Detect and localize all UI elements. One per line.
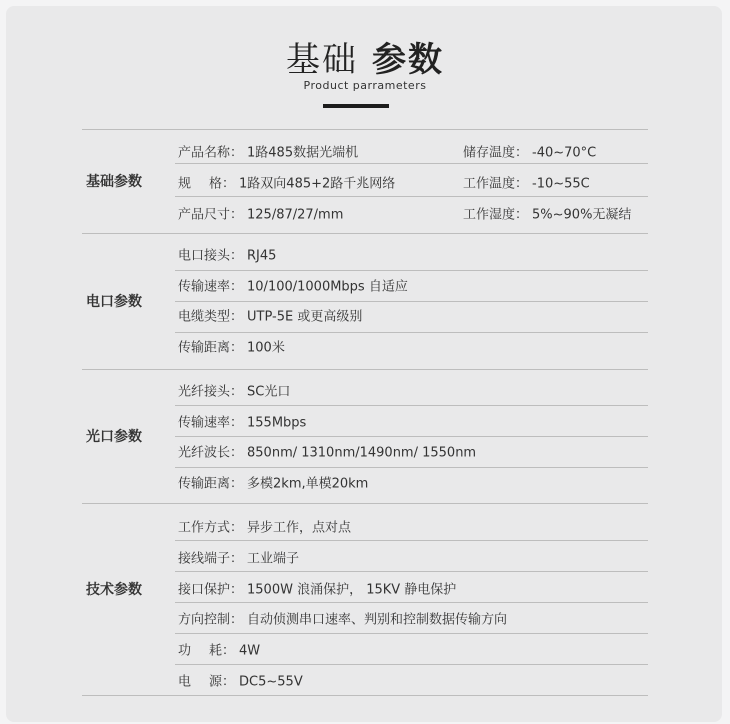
spec-key: 传输距离： xyxy=(178,340,244,356)
spec-key: 传输速率： xyxy=(178,415,244,431)
spec-value: 自动侦测串口速率、判别和控制数据传输方向 xyxy=(247,612,508,628)
section-divider xyxy=(82,369,648,370)
spec-key: 工作湿度： xyxy=(463,207,529,223)
spec-value: 850nm/ 1310nm/1490nm/ 1550nm xyxy=(247,445,477,461)
spec-row xyxy=(178,517,351,536)
spec-row xyxy=(178,640,260,659)
spec-key: 电口接头： xyxy=(178,248,244,264)
row-divider xyxy=(175,405,648,406)
spec-key: 方向控制： xyxy=(178,612,244,628)
section-divider xyxy=(82,695,648,696)
spec-row xyxy=(178,609,507,628)
spec-key-part: 规 xyxy=(178,176,210,192)
title-bold: 参数 xyxy=(372,40,444,80)
spec-row xyxy=(178,142,358,161)
spec-key: 产品名称： xyxy=(178,145,244,161)
spec-row xyxy=(178,204,343,223)
spec-value: -10~55C xyxy=(532,176,590,192)
spec-value: 多模2km,单模20km xyxy=(247,476,369,492)
spec-row xyxy=(178,276,408,295)
row-divider xyxy=(175,602,648,603)
spec-key: 工作温度： xyxy=(463,176,529,192)
spec-key-part: 功 xyxy=(178,643,210,659)
spec-value: 5%~90%无凝结 xyxy=(532,207,632,223)
row-divider xyxy=(175,436,648,437)
spec-row xyxy=(178,671,303,690)
spec-key: 储存温度： xyxy=(463,145,529,161)
spec-value: 1路双向485+2路千兆网络 xyxy=(239,176,396,192)
spec-key-part: 耗： xyxy=(209,643,236,659)
spec-value: 100米 xyxy=(247,340,285,356)
spec-value: 1路485数据光端机 xyxy=(247,145,359,161)
spec-value: 155Mbps xyxy=(247,415,307,431)
spec-value: UTP-5E 或更高级别 xyxy=(247,309,363,325)
title-light: 基础 xyxy=(286,40,358,80)
spec-row xyxy=(178,173,395,192)
spec-value: DC5~55V xyxy=(239,674,303,690)
row-divider xyxy=(175,332,648,333)
section-label-optical: 光口参数 xyxy=(86,429,142,445)
spec-value: 异步工作，点对点 xyxy=(247,520,352,536)
section-label-basic: 基础参数 xyxy=(86,174,142,190)
title-underline xyxy=(323,104,389,108)
row-divider xyxy=(175,633,648,634)
spec-key: 电缆类型： xyxy=(178,309,244,325)
row-divider xyxy=(175,571,648,572)
page-title xyxy=(0,32,730,81)
spec-key: 光纤波长： xyxy=(178,445,244,461)
section-divider xyxy=(82,503,648,504)
spec-value: SC光口 xyxy=(247,384,291,400)
row-divider xyxy=(175,467,648,468)
row-divider xyxy=(175,163,648,164)
spec-value: 1500W 浪涌保护， 15KV 静电保护 xyxy=(247,582,457,598)
row-divider xyxy=(175,270,648,271)
page-subtitle: Product parrameters xyxy=(303,79,427,92)
spec-row xyxy=(178,381,290,400)
spec-value: 10/100/1000Mbps 自适应 xyxy=(247,279,408,295)
spec-key: 产品尺寸： xyxy=(178,207,244,223)
spec-row xyxy=(463,142,596,161)
spec-key: 工作方式： xyxy=(178,520,244,536)
section-divider xyxy=(82,233,648,234)
spec-key: 传输速率： xyxy=(178,279,244,295)
spec-row xyxy=(178,245,276,264)
spec-key-part: 格： xyxy=(209,176,236,192)
row-divider xyxy=(175,196,648,197)
spec-key-part: 源： xyxy=(209,674,236,690)
section-label-tech: 技术参数 xyxy=(86,582,142,598)
spec-key-part: 电 xyxy=(178,674,210,690)
spec-value: RJ45 xyxy=(247,248,277,264)
spec-key: 接口保护： xyxy=(178,582,244,598)
spec-row xyxy=(178,548,299,567)
spec-key: 传输距离： xyxy=(178,476,244,492)
spec-key: 接线端子： xyxy=(178,551,244,567)
spec-row xyxy=(178,306,362,325)
spec-value: 4W xyxy=(239,643,261,659)
section-label-electric: 电口参数 xyxy=(86,294,142,310)
spec-key: 光纤接头： xyxy=(178,384,244,400)
spec-row xyxy=(463,173,590,192)
spec-row xyxy=(178,337,285,356)
spec-row xyxy=(178,579,456,598)
spec-row xyxy=(463,204,631,223)
spec-row xyxy=(178,473,368,492)
spec-row xyxy=(178,442,476,461)
row-divider xyxy=(175,540,648,541)
row-divider xyxy=(175,664,648,665)
spec-row xyxy=(178,412,306,431)
spec-value: 125/87/27/mm xyxy=(247,207,344,223)
section-divider xyxy=(82,129,648,130)
spec-value: 工业端子 xyxy=(247,551,300,567)
row-divider xyxy=(175,301,648,302)
spec-value: -40~70°C xyxy=(532,145,597,161)
